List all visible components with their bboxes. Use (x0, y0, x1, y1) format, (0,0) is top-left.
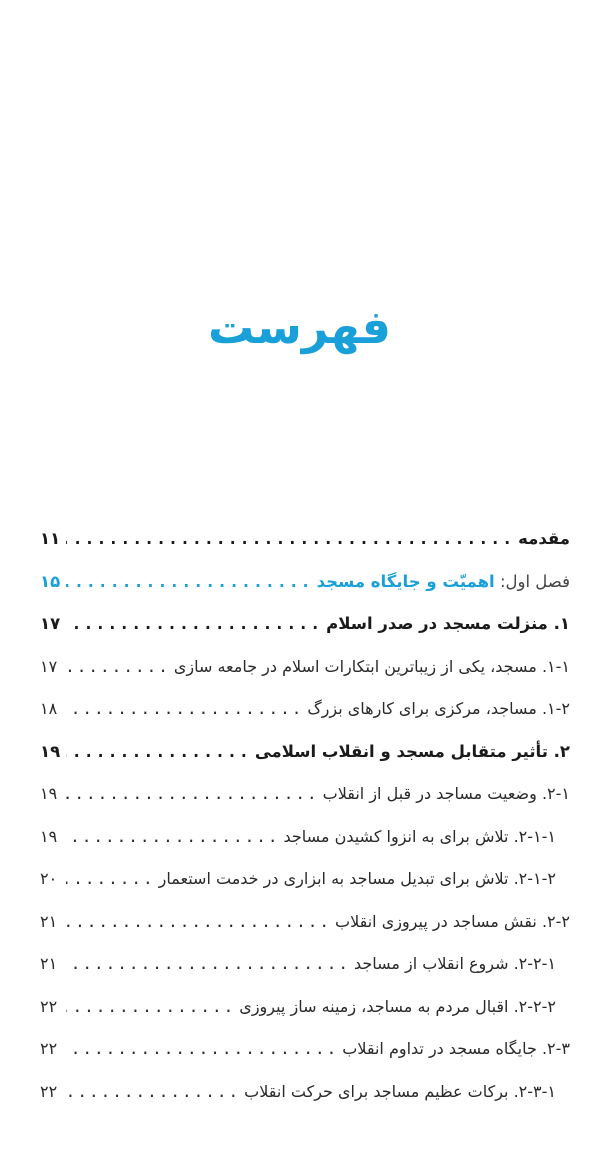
toc-entry-section-2-1-2[interactable] (40, 858, 570, 901)
leader-dots (66, 646, 170, 689)
toc-page-number: ۱۵ (40, 571, 61, 591)
toc-page-number: ۱۹ (40, 826, 58, 846)
toc-entry-intro[interactable] (40, 518, 570, 561)
toc-entry-label: ۲. تأثیر متقابل مسجد و انقلاب اسلامی (254, 741, 570, 761)
page-title: فهرست (207, 300, 392, 354)
toc-page-number: ۲۱ (40, 911, 58, 931)
toc-entry-chapter-1[interactable] (40, 561, 570, 604)
toc-entry-section-2[interactable] (40, 731, 570, 774)
leader-dots (66, 816, 279, 859)
toc-page-number: ۱۹ (40, 784, 58, 803)
toc-entry-section-2-2[interactable] (40, 901, 570, 944)
toc-page-number: ۱۷ (40, 656, 58, 676)
leader-dots (66, 773, 319, 816)
toc-entry-section-2-3-1[interactable] (40, 1071, 570, 1114)
toc-entry-label: ۲-۱-۲. تلاش برای تبدیل مساجد به ابزاری در خدمت استعمار (158, 869, 556, 888)
toc-page-number: ۲۲ (40, 996, 58, 1016)
leader-dots (66, 1028, 338, 1071)
toc-entry-section-1[interactable] (40, 603, 570, 646)
toc-entry-label: ۱-۲. مساجد، مرکزی برای کارهای بزرگ (307, 699, 570, 718)
toc-page-number: ۲۲ (40, 1081, 58, 1101)
leader-dots (66, 603, 322, 646)
toc-page-number: ۲۱ (40, 954, 58, 973)
toc-page-number: ۱۱ (40, 529, 61, 548)
toc-entry-label: ۲-۱-۱. تلاش برای به انزوا کشیدن مساجد (283, 826, 556, 846)
toc-entry-section-2-1-1[interactable] (40, 816, 570, 859)
leader-dots (66, 943, 350, 986)
chapter-title: اهمیّت و جایگاه مسجد (316, 571, 495, 591)
leader-dots (66, 731, 251, 774)
toc-entry-label: ۲-۱. وضعیت مساجد در قبل از انقلاب (322, 784, 570, 803)
toc-page-number: ۲۰ (40, 869, 58, 888)
toc-entry-section-2-3[interactable] (40, 1028, 570, 1071)
toc-entry-label: مقدمه (518, 529, 570, 548)
leader-dots (66, 901, 331, 944)
toc-page-number: ۲۲ (40, 1039, 58, 1058)
toc-entry-label: ۲-۳. جایگاه مسجد در تداوم انقلاب (342, 1039, 570, 1058)
toc-entry-label: ۱. منزلت مسجد در صدر اسلام (326, 614, 570, 633)
leader-dots (66, 858, 155, 901)
toc-entry-section-1-2[interactable] (40, 688, 570, 731)
toc-entry-label (317, 561, 570, 604)
table-of-contents (40, 518, 570, 1113)
leader-dots (66, 518, 514, 561)
toc-page-number: ۱۷ (40, 614, 61, 633)
toc-entry-label: ۲-۲-۱. شروع انقلاب از مساجد (353, 954, 556, 973)
toc-entry-section-2-2-1[interactable] (40, 943, 570, 986)
toc-entry-label: ۲-۲-۲. اقبال مردم به مساجد، زمینه ساز پیروزی (239, 996, 556, 1016)
toc-entry-label: ۲-۳-۱. برکات عظیم مساجد برای حرکت انقلاب (244, 1081, 556, 1101)
toc-page-number: ۱۹ (40, 741, 61, 761)
toc-entry-label: ۱-۱. مسجد، یکی از زیباترین ابتکارات اسلام در جامعه سازی (173, 656, 570, 676)
toc-page-number: ۱۸ (40, 699, 58, 718)
toc-entry-section-2-1[interactable] (40, 773, 570, 816)
chapter-prefix: فصل اول: (494, 571, 570, 591)
leader-dots (66, 688, 303, 731)
toc-entry-section-2-2-2[interactable] (40, 986, 570, 1029)
toc-entry-label: ۲-۲. نقش مساجد در پیروزی انقلاب (335, 911, 570, 931)
leader-dots (66, 561, 313, 604)
leader-dots (66, 986, 235, 1029)
toc-entry-section-1-1[interactable] (40, 646, 570, 689)
leader-dots (66, 1071, 240, 1114)
